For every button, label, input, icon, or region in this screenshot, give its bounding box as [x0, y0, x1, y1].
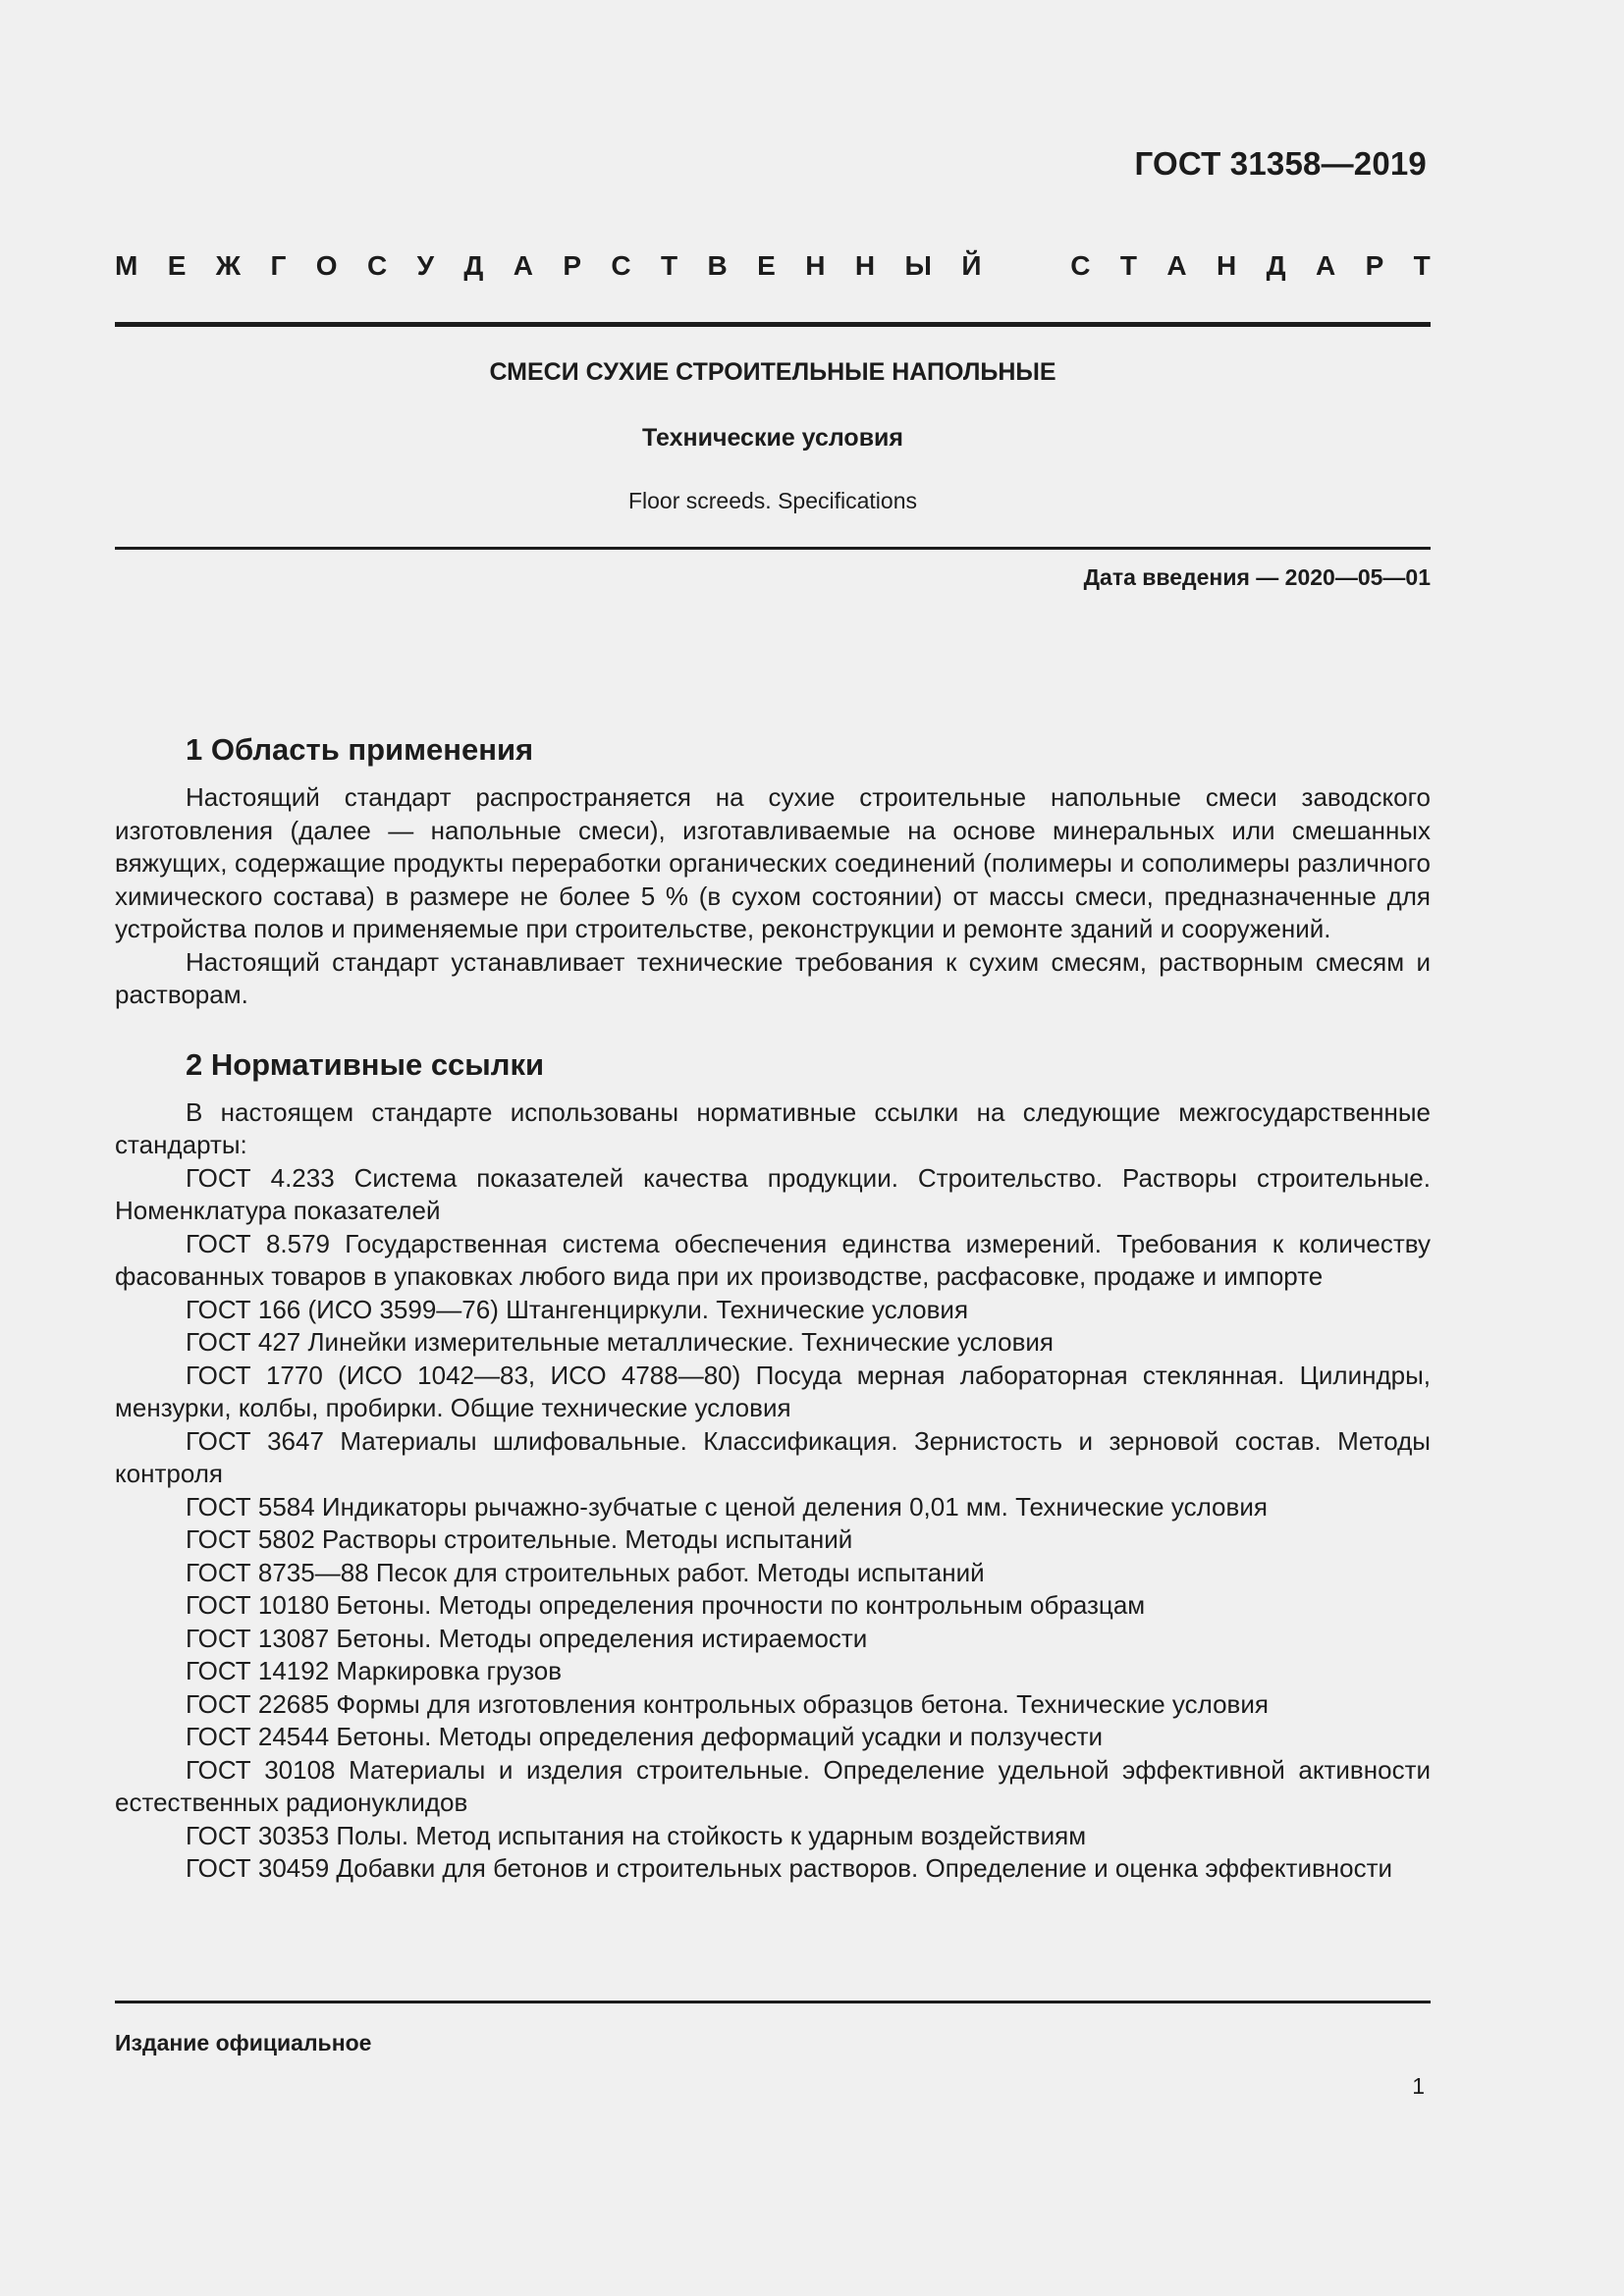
- footer-bottom-rule: [115, 2001, 1431, 2003]
- reference-item: ГОСТ 14192 Маркировка грузов: [186, 1656, 563, 1685]
- document-body: [115, 730, 1431, 1886]
- reference-item: ГОСТ 8.579 Государственная система обеспечения единства измерений. Требования к количеству фасованных товаров в упаковках любого вида при их производстве, расфасовке, продаже и импорте: [115, 1228, 1431, 1291]
- reference-item: ГОСТ 22685 Формы для изготовления контрольных образцов бетона. Технические условия: [186, 1688, 1269, 1719]
- reference-item: ГОСТ 5802 Растворы строительные. Методы испытаний: [186, 1524, 853, 1554]
- reference-item: ГОСТ 8735—88 Песок для строительных работ. Методы испытаний: [186, 1557, 985, 1587]
- reference-item: ГОСТ 30353 Полы. Метод испытания на стойкость к ударным воздействиям: [186, 1820, 1087, 1850]
- section-2-intro: В настоящем стандарте использованы нормативные ссылки на следующие межгосударственные стандарты:: [115, 1096, 1431, 1159]
- section-1-heading: 1 Область применения: [186, 732, 534, 767]
- standard-subtitle: Технические условия: [641, 424, 904, 452]
- reference-item: ГОСТ 427 Линейки измерительные металлические. Технические условия: [186, 1327, 1054, 1357]
- section-2-heading: 2 Нормативные ссылки: [186, 1046, 545, 1082]
- reference-item: ГОСТ 24544 Бетоны. Методы определения деформаций усадки и ползучести: [186, 1722, 1104, 1751]
- introduction-date: Дата введения — 2020—05—01: [1083, 564, 1431, 590]
- title-bottom-rule: [115, 547, 1431, 550]
- edition-label: Издание официальное: [115, 2030, 372, 2056]
- standard-title: СМЕСИ СУХИЕ СТРОИТЕЛЬНЫЕ НАПОЛЬНЫЕ: [489, 358, 1056, 386]
- section-1-paragraph: Настоящий стандарт устанавливает технические требования к сухим смесям, растворным смесям и растворам.: [115, 946, 1431, 1009]
- reference-item: ГОСТ 5584 Индикаторы рычажно-зубчатые с ценой деления 0,01 мм. Технические условия: [186, 1491, 1268, 1522]
- reference-item: ГОСТ 10180 Бетоны. Методы определения прочности по контрольным образцам: [186, 1590, 1146, 1620]
- top-thick-rule: [115, 322, 1431, 327]
- reference-item: ГОСТ 166 (ИСО 3599—76) Штангенциркули. Технические условия: [186, 1294, 969, 1324]
- reference-item: ГОСТ 1770 (ИСО 1042—83, ИСО 4788—80) Посуда мерная лабораторная стеклянная. Цилиндры, мензурки, колбы, пробирки. Общие технические условия: [115, 1360, 1431, 1422]
- reference-item: ГОСТ 4.233 Система показателей качества продукции. Строительство. Растворы строительные. Номенклатура показателей: [115, 1162, 1431, 1225]
- english-title: Floor screeds. Specifications: [627, 488, 917, 513]
- page-number: 1: [1412, 2073, 1425, 2099]
- reference-item: ГОСТ 30108 Материалы и изделия строительные. Определение удельной эффективной активности естественных радионуклидов: [115, 1754, 1431, 1817]
- reference-item: ГОСТ 30459 Добавки для бетонов и строительных растворов. Определение и оценка эффективности: [186, 1853, 1393, 1883]
- reference-item: ГОСТ 13087 Бетоны. Методы определения истираемости: [186, 1623, 868, 1653]
- reference-item: ГОСТ 3647 Материалы шлифовальные. Классификация. Зернистость и зерновой состав. Методы контроля: [115, 1425, 1431, 1488]
- section-1-paragraph: Настоящий стандарт распространяется на сухие строительные напольные смеси заводского изготовления (далее — напольные смеси), изготавливаемые на основе минеральных или смешанных вяжущих, содержащие продукты переработки органических соединений (полимеры и сополимеры различного химического состава) в размере не более 5 % (в сухом состоянии) от массы смеси, предназначенные для устройства полов и применяемые при строительстве, реконструкции и ремонте зданий и сооружений.: [115, 782, 1431, 943]
- reference-list: [115, 1162, 1431, 1886]
- document-code: ГОСТ 31358—2019: [1134, 145, 1427, 182]
- document-type: М Е Ж Г О С У Д А Р С Т В Е Н Н Ы Й С Т А Н Д А Р Т: [115, 250, 1431, 281]
